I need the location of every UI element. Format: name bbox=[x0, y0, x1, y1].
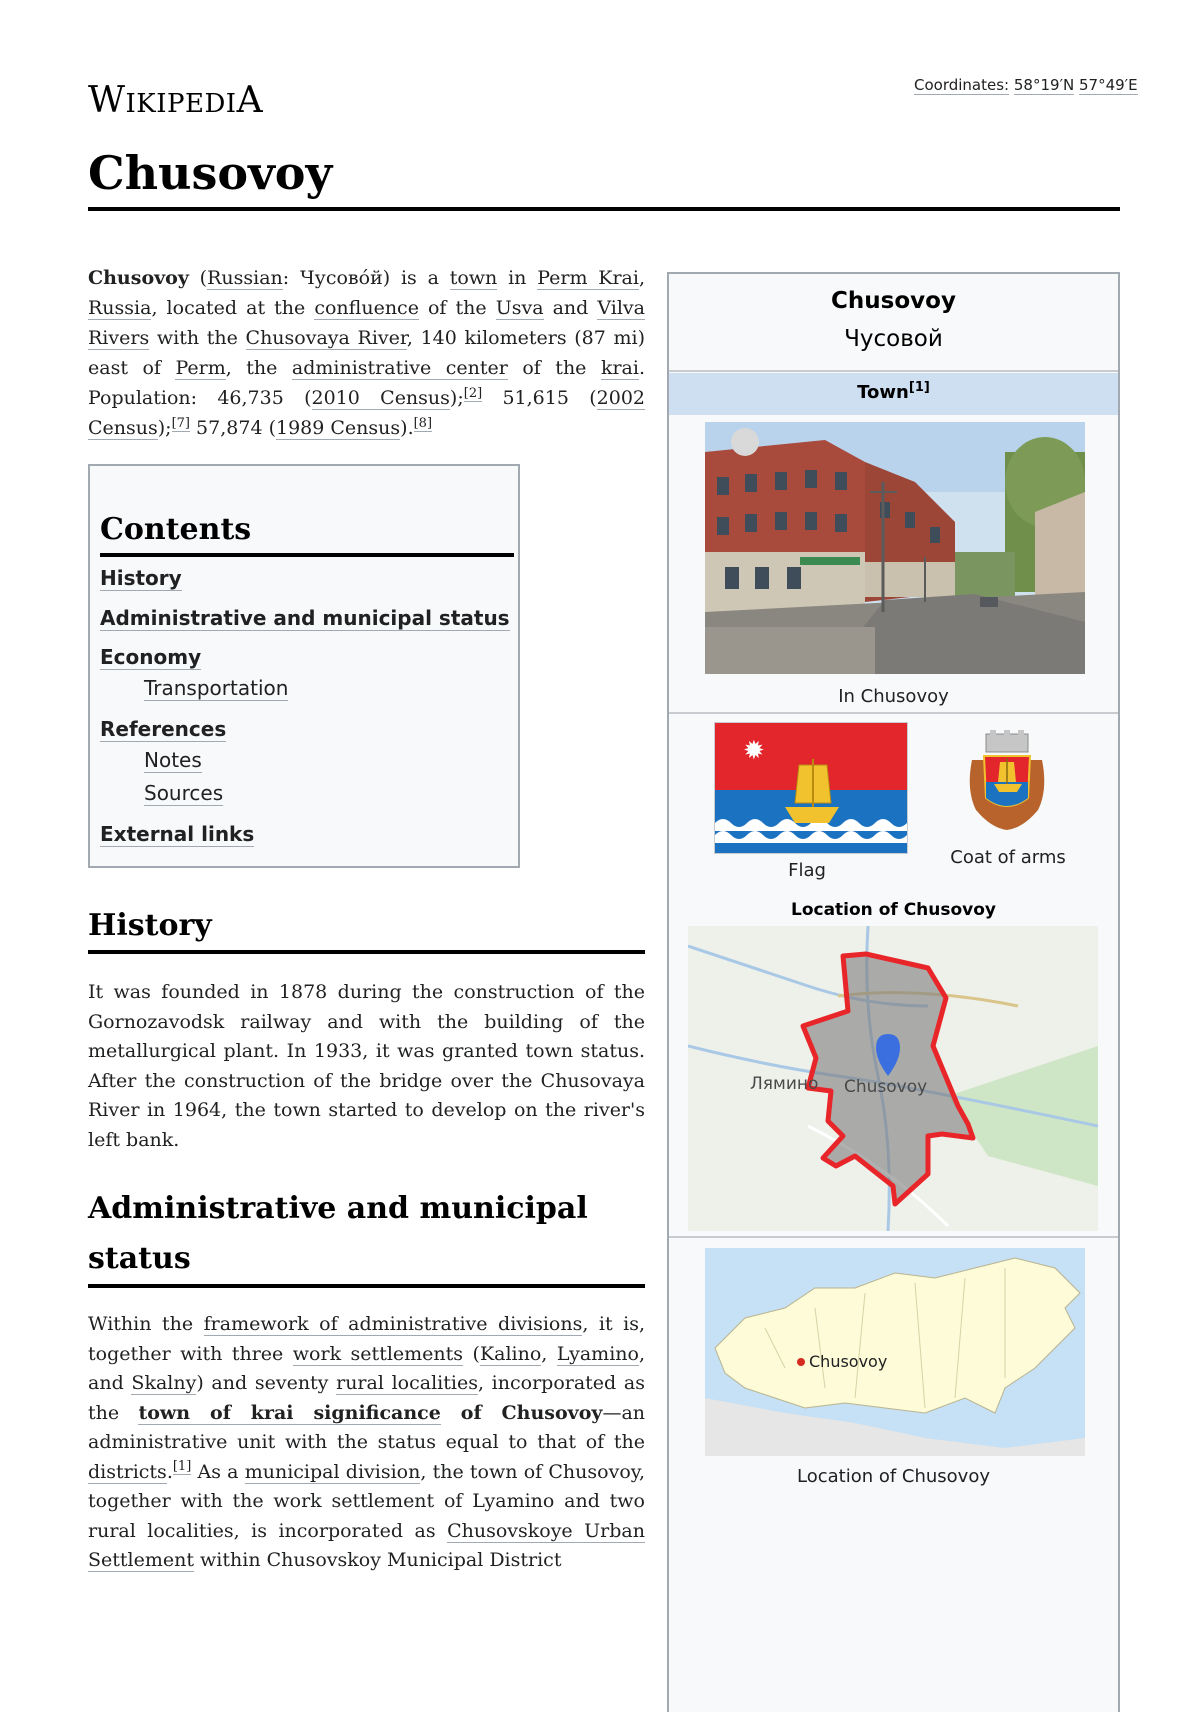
toc-item-economy[interactable]: Economy bbox=[100, 645, 202, 669]
text: As a bbox=[191, 1460, 245, 1483]
text: , bbox=[638, 267, 646, 289]
link-skalny[interactable]: Skalny bbox=[131, 1372, 197, 1394]
link-admin-center[interactable]: administrative center bbox=[291, 357, 508, 379]
text: and bbox=[543, 297, 598, 319]
lead-name: Chusovoy bbox=[88, 267, 189, 289]
coat-of-arms-caption: Coat of arms bbox=[950, 847, 1066, 868]
link-russia[interactable]: Russia bbox=[88, 297, 152, 319]
town-photo[interactable] bbox=[705, 422, 1085, 674]
toc-item-admin[interactable]: Administrative and municipal status bbox=[100, 606, 510, 630]
toc-divider bbox=[100, 553, 514, 557]
text: , incorporated as the bbox=[88, 1372, 645, 1424]
text: of Chusovoy bbox=[440, 1401, 603, 1424]
text: 51,615 ( bbox=[482, 387, 597, 409]
infobox-name: Chusovoy bbox=[831, 288, 956, 314]
ref-8[interactable]: [8] bbox=[413, 415, 433, 431]
text: —an administrative unit with the status equal to that of the bbox=[88, 1401, 646, 1453]
toc-item-notes[interactable]: Notes bbox=[144, 748, 202, 772]
link-districts[interactable]: districts bbox=[88, 1460, 167, 1483]
local-map-svg bbox=[688, 926, 1098, 1231]
flag-image[interactable] bbox=[714, 722, 908, 854]
link-lyamino[interactable]: Lyamino bbox=[556, 1342, 639, 1365]
text: ) and seventy bbox=[196, 1372, 337, 1394]
text: Within the bbox=[88, 1313, 204, 1335]
wikipedia-logo[interactable] bbox=[88, 80, 263, 121]
link-kalino[interactable]: Kalino bbox=[479, 1342, 542, 1365]
local-map[interactable] bbox=[688, 926, 1098, 1231]
toc-item-history[interactable]: History bbox=[100, 566, 182, 590]
infobox-divider bbox=[669, 370, 1118, 372]
link-confluence[interactable]: confluence bbox=[314, 297, 419, 319]
link-census-1989[interactable]: 1989 Census bbox=[276, 417, 401, 439]
page-title: Chusovoy bbox=[88, 146, 333, 200]
coords-lon[interactable]: 57°49′E bbox=[1078, 76, 1138, 94]
text: ); bbox=[157, 417, 172, 439]
infobox bbox=[667, 272, 1120, 1712]
russia-map[interactable] bbox=[705, 1248, 1085, 1456]
logo-a: A bbox=[236, 80, 264, 121]
coords-lat[interactable]: 58°19′N bbox=[1013, 76, 1075, 94]
text: within Chusovskoy Municipal District bbox=[193, 1549, 562, 1571]
history-paragraph: It was founded in 1878 during the construction of the Gornozavodsk railway and with the building of the metallurgical plant. In 1933, it was granted town status. After the construction of the bridge over the Chusovaya River in 1964, the town started to develop on the river's left bank. bbox=[88, 981, 645, 1151]
title-divider bbox=[88, 207, 1120, 211]
text: 57,874 ( bbox=[190, 417, 276, 439]
table-of-contents bbox=[88, 464, 520, 868]
admin-heading bbox=[88, 1184, 588, 1284]
infobox-divider bbox=[669, 1236, 1118, 1238]
link-vilva[interactable]: Vilva Rivers bbox=[88, 297, 645, 349]
flag-caption: Flag bbox=[788, 860, 826, 881]
map-label-lyamino: Лямино bbox=[750, 1074, 819, 1094]
logo-middle: IKIPEDI bbox=[125, 89, 237, 119]
text: with the bbox=[149, 327, 246, 349]
text: , bbox=[541, 1342, 557, 1365]
coords-label: Coordinates: bbox=[914, 76, 1010, 94]
text: , and bbox=[88, 1342, 645, 1394]
text: of the bbox=[418, 297, 496, 319]
toc-item-references[interactable]: References bbox=[100, 717, 227, 741]
text: of the bbox=[507, 357, 601, 379]
link-krai[interactable]: krai bbox=[600, 357, 639, 379]
coordinates[interactable] bbox=[914, 76, 1138, 94]
toc-item-external-links[interactable]: External links bbox=[100, 822, 255, 846]
type-ref[interactable]: [1] bbox=[908, 380, 930, 395]
toc-item-transportation[interactable]: Transportation bbox=[144, 676, 289, 700]
ref-1[interactable]: [1] bbox=[172, 1459, 192, 1475]
text: . Population: 46,735 ( bbox=[88, 357, 645, 409]
text: ); bbox=[449, 387, 464, 409]
link-town-of-krai[interactable]: town of krai significance bbox=[138, 1401, 441, 1424]
infobox-native-name: Чусовой bbox=[844, 326, 943, 352]
location-label: Location of Chusovoy bbox=[790, 900, 997, 920]
link-framework[interactable]: framework of administrative divisions bbox=[203, 1313, 583, 1335]
admin-paragraph bbox=[88, 1310, 645, 1576]
link-usva[interactable]: Usva bbox=[495, 297, 544, 319]
text: in bbox=[497, 267, 538, 289]
history-divider bbox=[88, 950, 645, 954]
text: . bbox=[166, 1460, 173, 1483]
text: , the bbox=[225, 357, 292, 379]
link-municipal-division[interactable]: municipal division bbox=[244, 1460, 421, 1483]
coat-of-arms-icon bbox=[966, 730, 1048, 830]
text: : Чусово́й) is a bbox=[282, 267, 450, 289]
link-census-2002[interactable]: 2002 Census bbox=[88, 387, 645, 439]
text: ( bbox=[188, 267, 208, 289]
history-heading: History bbox=[88, 908, 212, 943]
map-label-town: Chusovoy bbox=[844, 1077, 928, 1097]
link-town[interactable]: town bbox=[449, 267, 498, 289]
town-link[interactable]: Town bbox=[857, 382, 909, 403]
link-perm[interactable]: Perm bbox=[175, 357, 226, 379]
link-russian[interactable]: Russian bbox=[207, 267, 283, 289]
admin-heading-line2: status bbox=[88, 1241, 191, 1276]
admin-divider bbox=[88, 1284, 645, 1288]
lead-paragraph bbox=[88, 263, 645, 443]
toc-item-sources[interactable]: Sources bbox=[144, 781, 224, 805]
link-rural-localities[interactable]: rural localities bbox=[336, 1372, 478, 1394]
link-census-2010[interactable]: 2010 Census bbox=[311, 387, 450, 409]
text: , it is, together with three bbox=[88, 1313, 646, 1365]
logo-w: W bbox=[88, 80, 126, 121]
russia-map-label: Chusovoy bbox=[809, 1352, 888, 1371]
link-chusovskoye[interactable]: Chusovskoye Urban Settlement bbox=[88, 1519, 645, 1571]
text: ). bbox=[400, 417, 414, 439]
link-work-settlements[interactable]: work settlements bbox=[292, 1342, 464, 1365]
text: , 140 kilometers (87 mi) east of bbox=[88, 327, 646, 379]
admin-heading-line1: Administrative and municipal bbox=[88, 1191, 588, 1226]
text: , the town of Chusovoy, together with the work settlement of Lyamino and two rural localities, is incorporated as bbox=[88, 1460, 646, 1542]
town-photo-image bbox=[705, 422, 1085, 674]
text: ( bbox=[463, 1342, 480, 1365]
location-dot-icon bbox=[797, 1358, 805, 1366]
infobox-divider bbox=[669, 712, 1118, 714]
flag-star-icon: ✹ bbox=[743, 736, 765, 766]
photo-caption: In Chusovoy bbox=[838, 686, 949, 707]
russia-map-caption: Location of Chusovoy bbox=[796, 1466, 991, 1487]
text: , located at the bbox=[151, 297, 315, 319]
infobox-type bbox=[669, 382, 1118, 403]
ref-7[interactable]: [7] bbox=[171, 415, 191, 431]
russia-map-svg bbox=[705, 1248, 1085, 1456]
link-chusovaya[interactable]: Chusovaya River bbox=[245, 327, 407, 349]
link-perm-krai[interactable]: Perm Krai bbox=[537, 267, 639, 289]
toc-title: Contents bbox=[100, 512, 252, 547]
coat-of-arms-image[interactable] bbox=[966, 730, 1048, 830]
flag-svg bbox=[715, 723, 907, 853]
ref-2[interactable]: [2] bbox=[463, 385, 483, 401]
